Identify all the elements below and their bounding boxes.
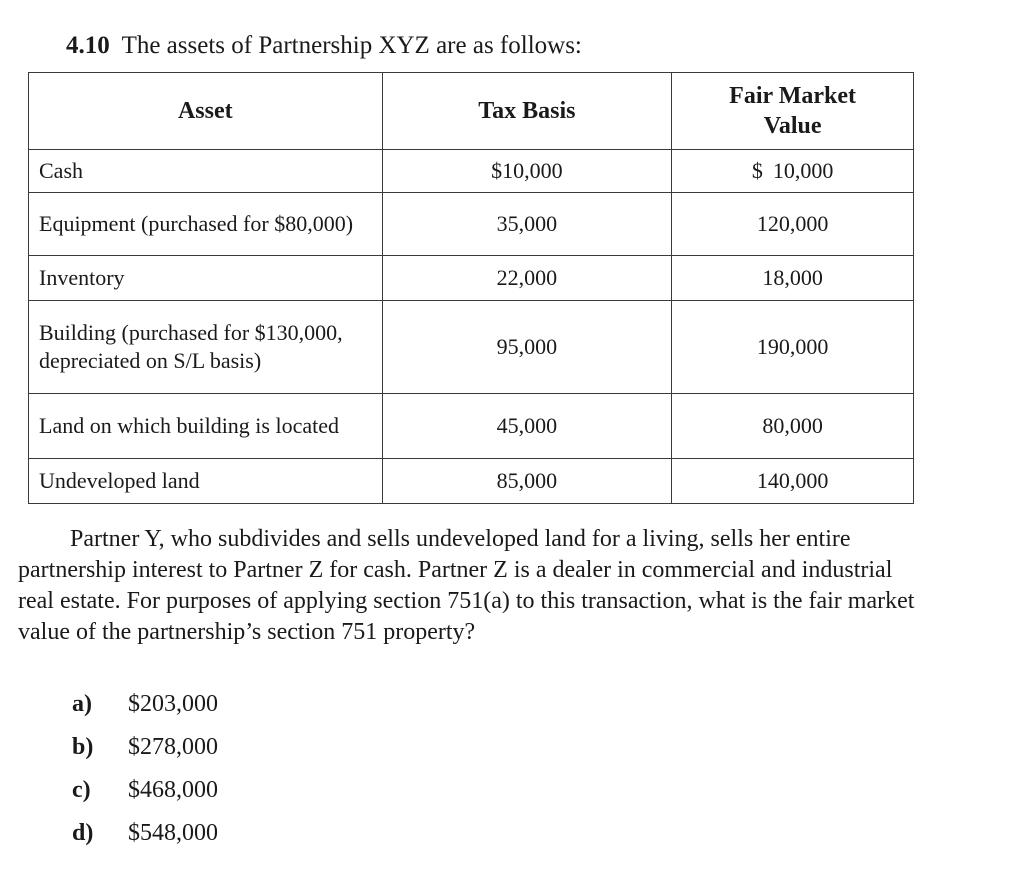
table-row <box>29 193 914 256</box>
choice-b[interactable] <box>72 731 218 774</box>
choice-text: $278,000 <box>128 734 218 760</box>
header-tax-basis: Tax Basis <box>382 73 672 150</box>
tax-basis-value: 35,000 <box>382 193 672 256</box>
fair-market-value: 80,000 <box>672 394 914 459</box>
asset-name: Land on which building is located <box>29 394 383 459</box>
asset-name: Building (purchased for $130,000, depreciated on S/L basis) <box>29 301 383 394</box>
tax-basis-value: 22,000 <box>382 256 672 301</box>
fair-market-value: 18,000 <box>672 256 914 301</box>
fair-market-value: 190,000 <box>672 301 914 394</box>
assets-table <box>28 72 914 504</box>
asset-name: Cash <box>29 150 383 193</box>
tax-basis-value: $10,000 <box>382 150 672 193</box>
choice-letter: b) <box>72 734 94 760</box>
problem-number: 4.10 <box>66 32 110 59</box>
choice-a[interactable] <box>72 688 218 731</box>
choice-text: $548,000 <box>128 820 218 846</box>
answer-choices <box>72 688 218 860</box>
fair-market-value: 120,000 <box>672 193 914 256</box>
table-row <box>29 150 914 193</box>
table-header-row <box>29 73 914 150</box>
choice-letter: d) <box>72 820 94 846</box>
header-fair-market-value: Fair Market Value <box>672 73 914 150</box>
choice-letter: c) <box>72 777 91 803</box>
choice-text: $203,000 <box>128 691 218 717</box>
choice-c[interactable] <box>72 774 218 817</box>
asset-name: Inventory <box>29 256 383 301</box>
asset-name: Equipment (purchased for $80,000) <box>29 193 383 256</box>
choice-text: $468,000 <box>128 777 218 803</box>
asset-name: Undeveloped land <box>29 459 383 504</box>
table-row <box>29 256 914 301</box>
tax-basis-value: 45,000 <box>382 394 672 459</box>
dollar-sign: $ <box>751 158 763 183</box>
tax-basis-value: 95,000 <box>382 301 672 394</box>
question-text: Partner Y, who subdivides and sells undeveloped land for a living, sells her entire partnership interest to Partner Z for cash. Partner Z is a dealer in commercial and industrial real estate. For purposes of applying section 751(a) to this transaction, what is the fair market value of the partnership’s section 751 property? <box>18 526 915 645</box>
table-row <box>29 459 914 504</box>
fair-market-value <box>672 150 914 193</box>
fair-market-value: 140,000 <box>672 459 914 504</box>
header-asset: Asset <box>29 73 383 150</box>
problem-heading <box>66 30 582 62</box>
choice-d[interactable] <box>72 817 218 860</box>
table-row <box>29 394 914 459</box>
tax-basis-value: 85,000 <box>382 459 672 504</box>
choice-letter: a) <box>72 691 92 717</box>
problem-intro: The assets of Partnership XYZ are as follows: <box>121 32 582 59</box>
table-row <box>29 301 914 394</box>
fmv-amount: 10,000 <box>772 158 834 183</box>
